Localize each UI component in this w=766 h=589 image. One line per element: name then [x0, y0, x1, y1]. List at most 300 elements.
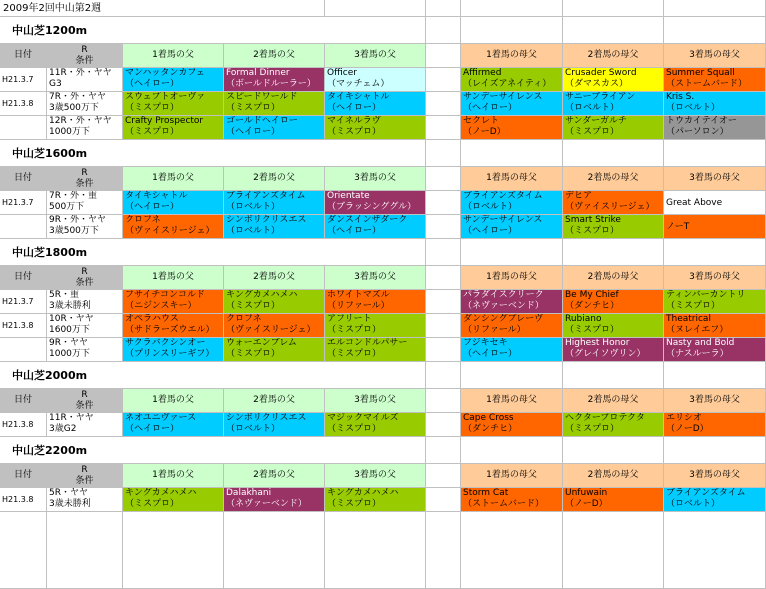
damsire-1-cell[interactable] [461, 215, 563, 239]
empty-cell[interactable] [563, 512, 664, 589]
header-date[interactable] [0, 167, 47, 191]
horse-lineage: （ロベルト） [666, 499, 721, 509]
horse-name: スウェプトオーヴァ [125, 92, 206, 102]
sire-1-cell[interactable] [123, 488, 224, 512]
empty-cell[interactable] [325, 437, 426, 464]
race-cond-line2: G3 [49, 79, 62, 89]
header-sire2[interactable] [224, 167, 325, 191]
race-condition[interactable] [47, 191, 123, 215]
horse-lineage: （ヘイロー） [125, 424, 180, 434]
spacer-cell[interactable] [426, 68, 461, 92]
empty-cell[interactable] [123, 512, 224, 589]
spacer-cell[interactable] [426, 338, 461, 362]
horse-name: キングカメハメハ [226, 290, 298, 300]
damsire-2-cell[interactable] [563, 338, 664, 362]
sire-3-cell[interactable] [325, 215, 426, 239]
damsire-1-cell[interactable] [461, 92, 563, 116]
horse-lineage: （リファール） [463, 325, 526, 335]
empty-cell[interactable] [325, 239, 426, 266]
header-cond-text: 条件 [75, 56, 94, 66]
horse-lineage: （ヘイロー） [463, 103, 518, 113]
page-title-text: 2009年2回中山第2週 [3, 3, 102, 14]
race-date[interactable] [0, 338, 47, 362]
empty-cell[interactable] [664, 362, 766, 389]
horse-lineage: （ノーD） [565, 499, 608, 509]
race-cond-line1: 9R・ヤヤ [49, 338, 88, 348]
horse-lineage: （ミスプロ） [226, 103, 281, 113]
damsire-3-cell[interactable] [664, 116, 766, 140]
race-condition[interactable] [47, 215, 123, 239]
horse-lineage: （ミスプロ） [226, 301, 281, 311]
sire-3-cell[interactable] [325, 488, 426, 512]
empty-cell[interactable] [563, 362, 664, 389]
sire-1-cell[interactable] [123, 116, 224, 140]
header-condition[interactable] [47, 389, 123, 413]
damsire-2-cell[interactable] [563, 413, 664, 437]
header-sire1[interactable] [123, 167, 224, 191]
header-dam2-text: 2着馬の母父 [587, 272, 639, 282]
empty-cell[interactable] [664, 437, 766, 464]
damsire-3-cell[interactable] [664, 413, 766, 437]
horse-lineage: （パーソロン） [666, 127, 729, 137]
horse-name: Formal Dinner [226, 68, 290, 78]
horse-lineage: （ネヴァーベンド） [226, 499, 307, 509]
empty-cell[interactable] [461, 437, 563, 464]
sire-2-cell[interactable] [224, 314, 325, 338]
sire-3-cell[interactable] [325, 68, 426, 92]
header-date[interactable] [0, 464, 47, 488]
empty-cell[interactable] [426, 437, 461, 464]
race-date[interactable] [0, 68, 47, 92]
horse-name: Affirmed [463, 68, 502, 78]
spacer-cell[interactable] [426, 314, 461, 338]
race-condition[interactable] [47, 488, 123, 512]
horse-lineage: （ノーD） [463, 127, 506, 137]
header-date-text: 日付 [13, 395, 32, 405]
horse-name: キングカメハメハ [125, 488, 197, 498]
race-date-text: H21.3.7 [2, 75, 34, 84]
section-title-text: 中山芝2000m [12, 369, 88, 382]
damsire-2-cell[interactable] [563, 290, 664, 314]
header-dam1-text: 1着馬の母父 [486, 395, 537, 405]
empty-cell[interactable] [224, 512, 325, 589]
empty-cell[interactable] [47, 512, 123, 589]
horse-lineage: （ミスプロ） [666, 301, 721, 311]
horse-name: ブライアンズタイム [226, 191, 306, 201]
horse-name: マンハッタンカフェ [125, 68, 205, 78]
section-title[interactable] [0, 362, 325, 389]
empty-cell[interactable] [426, 239, 461, 266]
header-sire3[interactable] [325, 167, 426, 191]
horse-name: Kris S. [666, 92, 695, 102]
empty-cell[interactable] [664, 17, 766, 44]
header-sire2-text: 2着馬の父 [253, 50, 295, 60]
horse-lineage: （ミスプロ） [327, 325, 382, 335]
header-dam1-text: 1着馬の母父 [486, 272, 537, 282]
empty-cell[interactable] [664, 239, 766, 266]
damsire-3-cell[interactable] [664, 68, 766, 92]
spacer-cell[interactable] [426, 92, 461, 116]
empty-cell[interactable] [461, 239, 563, 266]
header-condition[interactable] [47, 464, 123, 488]
empty-cell[interactable] [426, 17, 461, 44]
header-dam2-text: 2着馬の母父 [587, 470, 639, 480]
horse-name: Theatrical [666, 314, 711, 324]
sire-2-cell[interactable] [224, 290, 325, 314]
horse-name: クロフネ [226, 314, 262, 324]
race-cond-line2: 3歳未勝利 [49, 499, 91, 509]
empty-cell[interactable] [563, 140, 664, 167]
horse-name: スピードワールド [226, 92, 298, 102]
header-dam3[interactable] [664, 266, 766, 290]
empty-cell[interactable] [325, 512, 426, 589]
damsire-3-cell[interactable] [664, 290, 766, 314]
race-date[interactable] [0, 215, 47, 239]
header-condition[interactable] [47, 44, 123, 68]
race-date-text: H21.3.8 [2, 420, 34, 429]
race-condition[interactable] [47, 68, 123, 92]
race-cond-line2: 1000万下 [49, 127, 90, 137]
sire-2-cell[interactable] [224, 68, 325, 92]
horse-name: ブライアンズタイム [666, 488, 746, 498]
sire-3-cell[interactable] [325, 413, 426, 437]
section-title[interactable] [0, 239, 325, 266]
empty-cell[interactable] [0, 512, 47, 589]
empty-cell[interactable] [325, 140, 426, 167]
horse-lineage: （ロベルト） [463, 202, 518, 212]
empty-cell[interactable] [563, 17, 664, 44]
sire-2-cell[interactable] [224, 116, 325, 140]
header-dam3[interactable] [664, 44, 766, 68]
spacer-cell[interactable] [426, 215, 461, 239]
damsire-1-cell[interactable] [461, 68, 563, 92]
header-sire3-text: 3着馬の父 [354, 50, 396, 60]
header-date-text: 日付 [13, 272, 32, 282]
header-sire2[interactable] [224, 464, 325, 488]
sire-1-cell[interactable] [123, 191, 224, 215]
spacer-cell[interactable] [426, 266, 461, 290]
horse-name: Crusader Sword [565, 68, 637, 78]
horse-lineage: （ミスプロ） [565, 226, 620, 236]
race-cond-line1: 7R・外・重 [49, 191, 97, 201]
spacer-cell[interactable] [426, 116, 461, 140]
header-date[interactable] [0, 389, 47, 413]
header-date[interactable] [0, 266, 47, 290]
horse-lineage: （ヘイロー） [327, 226, 382, 236]
header-sire2-text: 2着馬の父 [253, 272, 295, 282]
horse-lineage: （ブラッシンググル） [327, 202, 417, 212]
horse-lineage: （ミスプロ） [327, 499, 382, 509]
spacer-cell[interactable] [426, 464, 461, 488]
race-date[interactable] [0, 413, 47, 437]
horse-name: ウォーエンブレム [226, 338, 297, 348]
race-date[interactable] [0, 314, 47, 338]
sire-1-cell[interactable] [123, 290, 224, 314]
empty-cell[interactable] [325, 0, 426, 17]
section-title-text: 中山芝1800m [12, 246, 88, 259]
race-date[interactable] [0, 116, 47, 140]
race-date[interactable] [0, 290, 47, 314]
empty-cell[interactable] [563, 437, 664, 464]
header-sire3[interactable] [325, 266, 426, 290]
damsire-1-cell[interactable] [461, 488, 563, 512]
empty-cell[interactable] [461, 512, 563, 589]
horse-lineage: （ヌレイエフ） [666, 325, 729, 335]
sire-1-cell[interactable] [123, 314, 224, 338]
header-sire2-text: 2着馬の父 [253, 395, 295, 405]
header-sire2[interactable] [224, 266, 325, 290]
damsire-2-cell[interactable] [563, 191, 664, 215]
spacer-cell[interactable] [426, 191, 461, 215]
horse-name: ネオユニヴァース [125, 413, 197, 423]
damsire-2-cell[interactable] [563, 116, 664, 140]
section-title-text: 中山芝2200m [12, 444, 88, 457]
horse-lineage: （ミスプロ） [327, 349, 382, 359]
header-dam3[interactable] [664, 464, 766, 488]
horse-name: Rubiano [565, 314, 602, 324]
header-dam1-text: 1着馬の母父 [486, 50, 537, 60]
horse-lineage: （ロベルト） [565, 103, 620, 113]
header-sire3-text: 3着馬の父 [354, 173, 396, 183]
race-cond-line2: 3歳G2 [49, 424, 77, 434]
sire-2-cell[interactable] [224, 191, 325, 215]
horse-name: フジキセキ [463, 338, 508, 348]
sire-3-cell[interactable] [325, 314, 426, 338]
header-cond-text: 条件 [75, 476, 94, 486]
empty-cell[interactable] [426, 512, 461, 589]
spacer-cell[interactable] [426, 413, 461, 437]
header-sire2[interactable] [224, 44, 325, 68]
damsire-3-cell[interactable] [664, 215, 766, 239]
sire-2-cell[interactable] [224, 488, 325, 512]
empty-cell[interactable] [426, 140, 461, 167]
damsire-1-cell[interactable] [461, 116, 563, 140]
damsire-2-cell[interactable] [563, 488, 664, 512]
horse-name: Unfuwain [565, 488, 608, 498]
horse-lineage: （ヴァイスリージェ） [125, 226, 215, 236]
race-condition[interactable] [47, 338, 123, 362]
header-dam1[interactable] [461, 44, 563, 68]
header-sire1[interactable] [123, 44, 224, 68]
sire-3-cell[interactable] [325, 116, 426, 140]
header-dam3-text: 3着馬の母父 [689, 50, 740, 60]
race-cond-line1: 11R・ヤヤ [49, 413, 94, 423]
header-sire1[interactable] [123, 389, 224, 413]
header-r-text: R [81, 45, 88, 55]
header-dam2-text: 2着馬の母父 [587, 50, 639, 60]
horse-lineage: （ストームバード） [463, 499, 545, 509]
race-condition[interactable] [47, 116, 123, 140]
damsire-2-cell[interactable] [563, 68, 664, 92]
header-dam2[interactable] [563, 266, 664, 290]
header-date[interactable] [0, 44, 47, 68]
header-dam2[interactable] [563, 389, 664, 413]
horse-lineage: （ヘイロー） [226, 127, 281, 137]
empty-cell[interactable] [325, 17, 426, 44]
header-dam1-text: 1着馬の母父 [486, 470, 537, 480]
horse-name: ティンバーカントリ [666, 290, 746, 300]
horse-name: パラダイスクリーク [463, 290, 544, 300]
section-title[interactable] [0, 17, 325, 44]
header-r-text: R [81, 465, 88, 475]
damsire-3-cell[interactable] [664, 92, 766, 116]
horse-lineage: （ミスプロ） [565, 424, 620, 434]
header-dam1[interactable] [461, 464, 563, 488]
header-sire3[interactable] [325, 464, 426, 488]
header-cond-text: 条件 [75, 278, 94, 288]
sire-1-cell[interactable] [123, 92, 224, 116]
sire-3-cell[interactable] [325, 191, 426, 215]
sire-2-cell[interactable] [224, 215, 325, 239]
header-sire3[interactable] [325, 44, 426, 68]
header-sire1[interactable] [123, 464, 224, 488]
race-cond-line2: 1600万下 [49, 325, 90, 335]
horse-lineage: （ボールドルーラー） [226, 79, 316, 89]
horse-name: Dalakhani [226, 488, 272, 498]
page-title[interactable] [0, 0, 325, 17]
horse-lineage: （ミスプロ） [125, 499, 180, 509]
race-date[interactable] [0, 488, 47, 512]
header-sire1-text: 1着馬の父 [152, 395, 194, 405]
damsire-1-cell[interactable] [461, 290, 563, 314]
horse-name: タイキシャトル [327, 92, 390, 102]
horse-name: ブライアンズタイム [463, 191, 543, 201]
horse-name: ノーT [666, 222, 690, 232]
header-cond-text: 条件 [75, 401, 94, 411]
spacer-cell[interactable] [426, 290, 461, 314]
horse-name: エルコンドルパサー [327, 338, 408, 348]
header-dam3[interactable] [664, 389, 766, 413]
horse-lineage: （ミスプロ） [226, 349, 281, 359]
empty-cell[interactable] [664, 140, 766, 167]
race-date-text: H21.3.7 [2, 297, 34, 306]
race-date-text: H21.3.8 [2, 321, 34, 330]
header-dam2[interactable] [563, 44, 664, 68]
horse-name: ダンスインザダーク [327, 215, 408, 225]
header-sire1-text: 1着馬の父 [152, 173, 194, 183]
horse-lineage: （ダンチヒ） [565, 301, 620, 311]
empty-cell[interactable] [563, 0, 664, 17]
race-condition[interactable] [47, 314, 123, 338]
damsire-1-cell[interactable] [461, 191, 563, 215]
horse-name: アフリート [327, 314, 372, 324]
damsire-2-cell[interactable] [563, 92, 664, 116]
header-condition[interactable] [47, 266, 123, 290]
horse-lineage: （ヴァイスリージェ） [565, 202, 655, 212]
spacer-cell[interactable] [426, 44, 461, 68]
sire-1-cell[interactable] [123, 413, 224, 437]
empty-cell[interactable] [426, 0, 461, 17]
race-condition[interactable] [47, 413, 123, 437]
race-date[interactable] [0, 92, 47, 116]
race-date-text: H21.3.8 [2, 99, 34, 108]
empty-cell[interactable] [461, 362, 563, 389]
sire-3-cell[interactable] [325, 290, 426, 314]
header-dam1[interactable] [461, 389, 563, 413]
horse-name: Orientate [327, 191, 370, 201]
damsire-1-cell[interactable] [461, 314, 563, 338]
sire-1-cell[interactable] [123, 68, 224, 92]
spacer-cell[interactable] [426, 167, 461, 191]
race-cond-line1: 9R・外・ヤヤ [49, 215, 106, 225]
header-sire3-text: 3着馬の父 [354, 470, 396, 480]
header-sire2[interactable] [224, 389, 325, 413]
sire-2-cell[interactable] [224, 338, 325, 362]
horse-name: Great Above [666, 198, 723, 208]
damsire-3-cell[interactable] [664, 338, 766, 362]
sire-3-cell[interactable] [325, 338, 426, 362]
sire-3-cell[interactable] [325, 92, 426, 116]
damsire-3-cell[interactable] [664, 488, 766, 512]
empty-cell[interactable] [325, 362, 426, 389]
header-sire2-text: 2着馬の父 [253, 173, 295, 183]
header-dam1-text: 1着馬の母父 [486, 173, 537, 183]
spacer-cell[interactable] [426, 488, 461, 512]
race-condition[interactable] [47, 290, 123, 314]
race-condition[interactable] [47, 92, 123, 116]
race-cond-line1: 11R・外・ヤヤ [49, 68, 112, 78]
horse-lineage: （ロベルト） [226, 202, 281, 212]
header-dam2-text: 2着馬の母父 [587, 173, 639, 183]
header-sire1[interactable] [123, 266, 224, 290]
empty-cell[interactable] [461, 140, 563, 167]
damsire-3-cell[interactable] [664, 191, 766, 215]
horse-name: キングカメハメハ [327, 488, 399, 498]
horse-lineage: （ミスプロ） [327, 127, 382, 137]
horse-name: Smart Strike [565, 215, 621, 225]
horse-lineage: （ロベルト） [226, 226, 281, 236]
header-dam1[interactable] [461, 266, 563, 290]
empty-cell[interactable] [664, 512, 766, 589]
header-dam3-text: 3着馬の母父 [689, 173, 740, 183]
empty-cell[interactable] [426, 362, 461, 389]
header-dam2[interactable] [563, 464, 664, 488]
empty-cell[interactable] [461, 17, 563, 44]
damsire-1-cell[interactable] [461, 413, 563, 437]
horse-name: トウカイテイオー [666, 116, 737, 126]
race-cond-line1: 5R・ヤヤ [49, 488, 88, 498]
damsire-2-cell[interactable] [563, 215, 664, 239]
header-dam3[interactable] [664, 167, 766, 191]
header-condition[interactable] [47, 167, 123, 191]
section-title[interactable] [0, 140, 325, 167]
horse-lineage: （サドラーズウエル） [125, 325, 215, 335]
header-sire3[interactable] [325, 389, 426, 413]
spacer-cell[interactable] [426, 389, 461, 413]
race-date[interactable] [0, 191, 47, 215]
header-dam1[interactable] [461, 167, 563, 191]
sire-2-cell[interactable] [224, 92, 325, 116]
horse-name: ホワイトマズル [327, 290, 390, 300]
damsire-1-cell[interactable] [461, 338, 563, 362]
section-title-text: 中山芝1200m [12, 24, 88, 37]
header-dam2[interactable] [563, 167, 664, 191]
section-title[interactable] [0, 437, 325, 464]
empty-cell[interactable] [664, 0, 766, 17]
sire-2-cell[interactable] [224, 413, 325, 437]
horse-lineage: （レイズアネイティ） [463, 79, 552, 89]
empty-cell[interactable] [461, 0, 563, 17]
sire-1-cell[interactable] [123, 338, 224, 362]
horse-lineage: （ネヴァーベンド） [463, 301, 544, 311]
horse-name: サンデーサイレンス [463, 92, 543, 102]
empty-cell[interactable] [563, 239, 664, 266]
sire-1-cell[interactable] [123, 215, 224, 239]
damsire-3-cell[interactable] [664, 314, 766, 338]
horse-name: サクラバクシンオー [125, 338, 206, 348]
horse-name: Summer Squall [666, 68, 735, 78]
damsire-2-cell[interactable] [563, 314, 664, 338]
